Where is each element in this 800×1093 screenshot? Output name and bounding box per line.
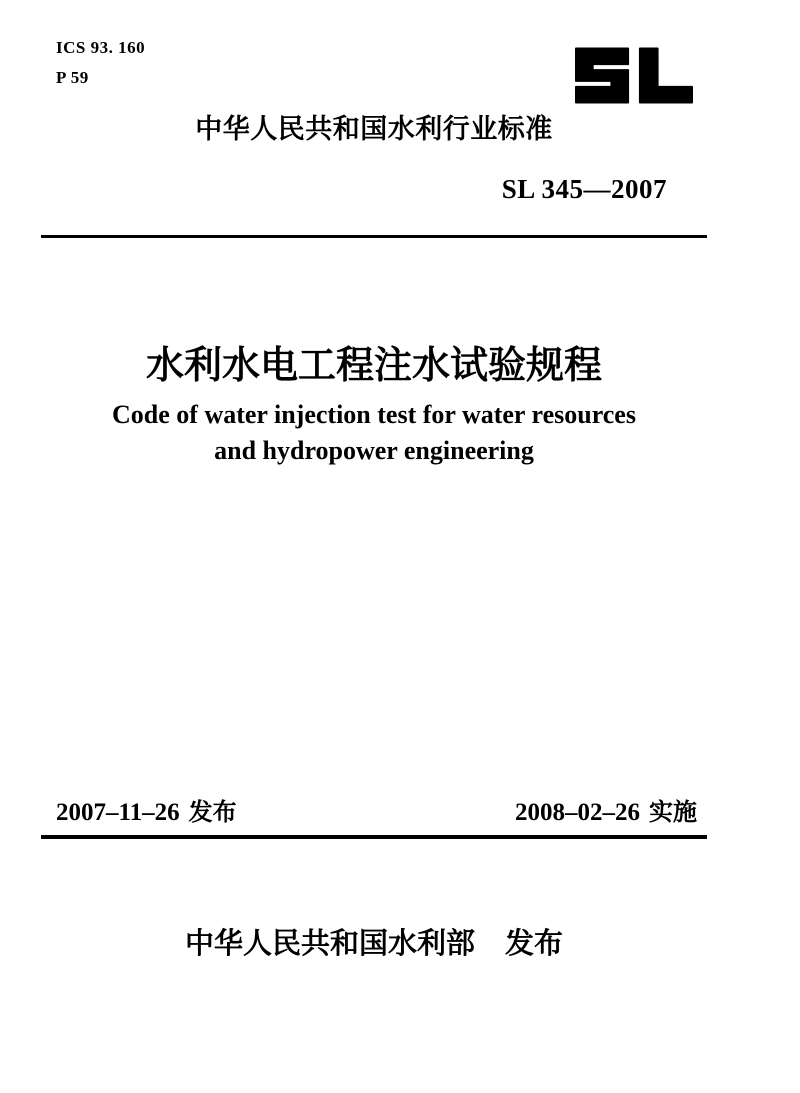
implementation-date: 2008–02–26 (515, 799, 640, 826)
publisher-row (41, 921, 707, 962)
title-english (41, 397, 707, 469)
standard-number: SL 345—2007 (501, 174, 667, 204)
title-english-line1: Code of water injection test for water resources (112, 400, 636, 429)
date-row (56, 792, 697, 827)
implementation-date-item (515, 792, 697, 827)
bottom-rule (41, 835, 707, 839)
publisher-name: 中华人民共和国水利部 (184, 928, 475, 960)
sl-logo-letter-l (640, 48, 692, 102)
release-date: 2007–11–26 (56, 799, 180, 826)
publisher-label: 发布 (505, 928, 564, 960)
sl-logo-letter-s (576, 48, 628, 102)
release-date-item (56, 792, 237, 827)
title-chinese: 水利水电工程注水试验规程 (145, 345, 602, 387)
implementation-label: 实施 (649, 799, 697, 826)
top-rule (41, 235, 707, 238)
ics-block (56, 33, 145, 93)
title-english-line2: and hydropower engineering (214, 436, 534, 465)
sl-logo (575, 47, 693, 104)
release-label: 发布 (188, 799, 237, 826)
ics-code: ICS 93. 160 (56, 38, 146, 57)
classification-code: P 59 (56, 68, 89, 87)
standard-category: 中华人民共和国水利行业标准 (195, 114, 553, 144)
